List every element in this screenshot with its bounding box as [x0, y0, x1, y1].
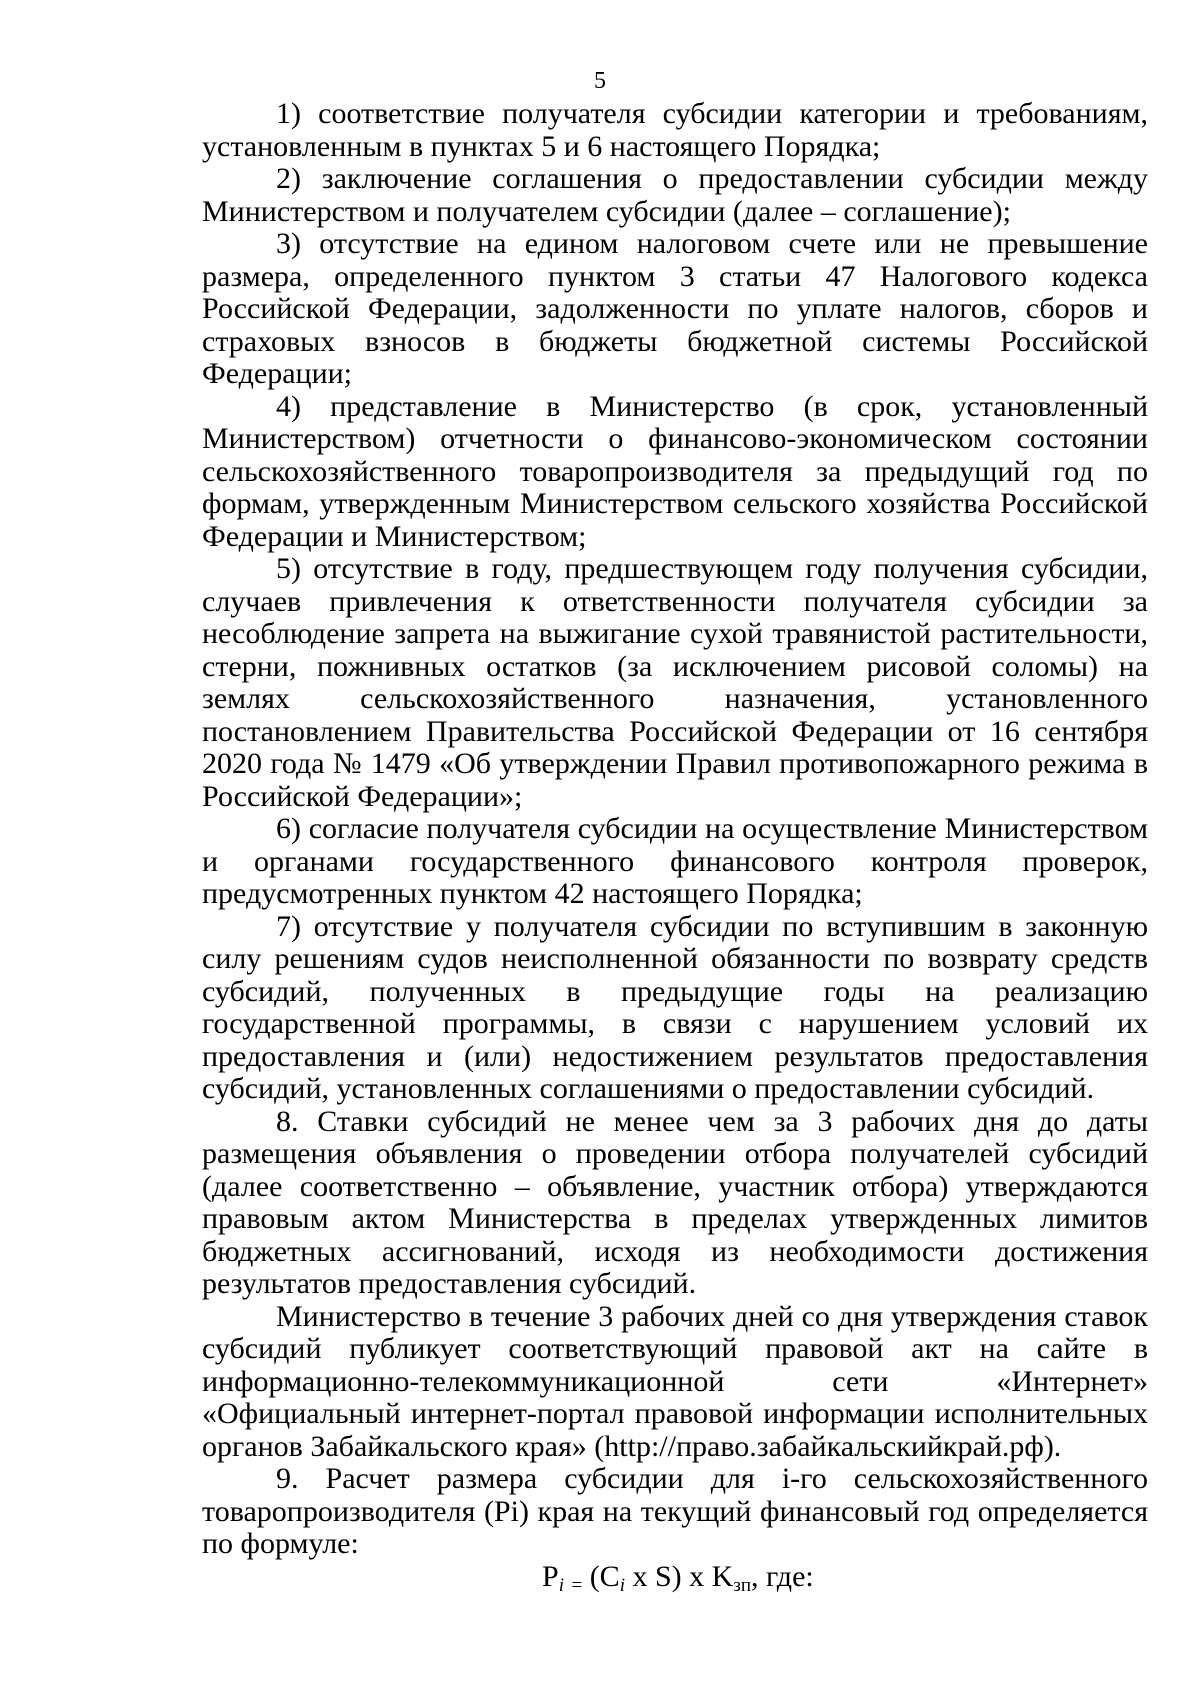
- formula-p-subscript: i: [558, 1574, 564, 1596]
- paragraph-item-1: 1) соответствие получателя субсидии категории и требованиям, установленным в пунктах 5 и 6 настоящего Порядка;: [202, 97, 1148, 163]
- formula-p: P: [542, 1559, 559, 1593]
- formula-equals: =: [571, 1574, 583, 1596]
- paragraph-publication: Министерство в течение 3 рабочих дней со дня утверждения ставок субсидий публикует соответствующий правовой акт на сайте в информационно-телекоммуникационной сети «Интернет» «Официальный интернет-портал правовой информации исполнительных органов Забайкальского края» (http://право.забайкальскийкрай.рф).: [202, 1299, 1148, 1463]
- paragraph-item-3: 3) отсутствие на едином налоговом счете или не превышение размера, определенного пунктом 3 статьи 47 Налогового кодекса Российской Федерации, задолженности по уплате налогов, сборов и страховых взносов в бюджеты бюджетной системы Российской Федерации;: [202, 227, 1148, 390]
- paragraph-item-4: 4) представление в Министерство (в срок, установленный Министерством) отчетности о финансово-экономическом состоянии сельскохозяйственного товаропроизводителя за предыдущий год по формам, утвержденным Министерством сельского хозяйства Российской Федерации и Министерством;: [202, 389, 1148, 553]
- paragraph-section-9: 9. Расчет размера субсидии для i-го сельскохозяйственного товаропроизводителя (Pi) края на текущий финансовый год определяется по формуле:: [202, 1462, 1148, 1560]
- paragraph-item-2: 2) заключение соглашения о предоставлении субсидии между Министерством и получателем субсидии (далее – соглашение);: [202, 162, 1148, 228]
- paragraph-item-6: 6) согласие получателя субсидии на осуществление Министерством и органами государственного финансового контроля проверок, предусмотренных пунктом 42 настоящего Порядка;: [202, 812, 1148, 910]
- formula-k-subscript: зп: [733, 1574, 751, 1596]
- document-body: [202, 97, 1148, 1596]
- paragraph-item-5: 5) отсутствие в году, предшествующем году получения субсидии, случаев привлечения к ответственности получателя субсидии за несоблюдение запрета на выжигание сухой травянистой растительности, стерни, пожнивных остатков (за исключением рисовой соломы) на землях сельскохозяйственного назначения, установленного постановлением Правительства Российской Федерации от 16 сентября 2020 года № 1479 «Об утверждении Правил противопожарного режима в Российской Федерации»;: [202, 552, 1148, 813]
- page-number: 5: [594, 68, 606, 94]
- paragraph-section-8: 8. Ставки субсидий не менее чем за 3 рабочих дня до даты размещения объявления о проведении отбора получателей субсидий (далее соответственно – объявление, участник отбора) утверждаются правовым актом Министерства в пределах утвержденных лимитов бюджетных ассигнований, исходя из необходимости достижения результатов предоставления субсидий.: [202, 1104, 1148, 1300]
- paragraph-item-7: 7) отсутствие у получателя субсидии по вступившим в законную силу решениям судов неисполненной обязанности по возврату средств субсидий, полученных в предыдущие годы на реализацию государственной программы, в связи с нарушением условий их предоставления и (или) недостижением результатов предоставления субсидий, установленных соглашениями о предоставлении субсидий.: [202, 909, 1148, 1105]
- subsidy-formula: [202, 1561, 1148, 1594]
- formula-open: (C: [589, 1559, 620, 1593]
- formula-tail: , где:: [751, 1559, 814, 1593]
- formula-middle: x S) x K: [624, 1559, 734, 1593]
- formula-c-subscript: i: [619, 1574, 625, 1596]
